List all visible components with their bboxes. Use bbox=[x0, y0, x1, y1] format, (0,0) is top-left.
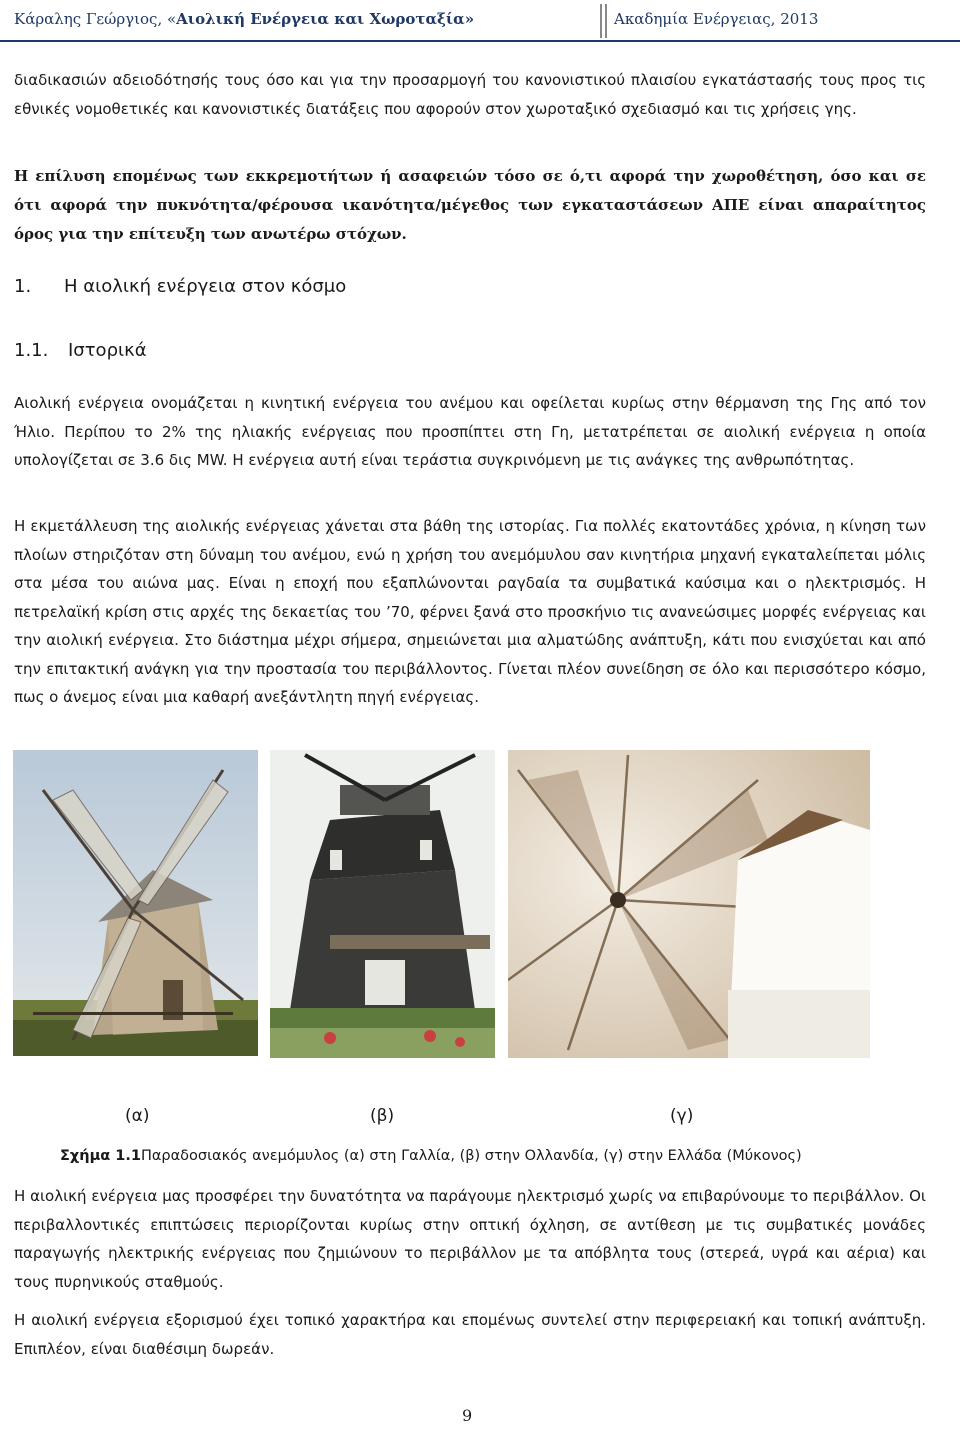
header-separator bbox=[605, 4, 607, 38]
figure-label-b: (β) bbox=[370, 1106, 395, 1126]
page-header bbox=[0, 0, 960, 42]
figure-caption bbox=[60, 1148, 920, 1164]
windmill-photo-netherlands bbox=[270, 750, 495, 1058]
history-paragraph-1: Αιολική ενέργεια ονομάζεται η κινητική ενέργεια του ανέμου και οφείλεται κυρίως στην θέρμανση της Γης από τον Ήλιο. Περίπου το 2% της ηλιακής ενέργειας που προσπίπτει στη Γη, μετατρέπεται σε αιολική ενέργεια η οποία υπολογίζεται σε 3.6 δις MW. Η ενέργεια αυτή είναι τεράστια συγκρινόμενη με τις ανάγκες της ανθρωπότητας. bbox=[14, 394, 926, 469]
windmill-photo-greece bbox=[508, 750, 870, 1058]
header-author-title bbox=[14, 10, 474, 28]
page-number: 9 bbox=[462, 1406, 473, 1425]
header-title: Αιολική Ενέργεια και Χωροταξία» bbox=[176, 10, 475, 28]
header-separator bbox=[600, 4, 602, 38]
section-heading-1-1 bbox=[14, 340, 147, 361]
history-paragraph-2: Η εκμετάλλευση της αιολικής ενέργειας χάνεται στα βάθη της ιστορίας. Για πολλές εκατοντάδες χρόνια, η κίνηση των πλοίων στηριζόταν στη δύναμη του ανέμου, ενώ η χρήση του ανεμόμυλου σαν κινητήρια μηχανή εγκαταλείπεται μόλις στα μέσα του αιώνα μας. Είναι η εποχή που εξαπλώνονται ραγδαία τα συμβατικά καύσιμα και ο ηλεκτρισμός. Η πετρελαϊκή κρίση στις αρχές της δεκαετίας του ’70, φέρνει ξανά στο προσκήνιο τις ανανεώσιμες μορφές ενέργειας και την αιολική ενέργεια. Στο διάστημα μέχρι σήμερα, σημειώνεται μια αλματώδης ανάπτυξη, κάτι που ενισχύεται και από την επιτακτική ανάγκη για την προστασία του περιβάλλοντος. Γίνεται πλέον συνείδηση σε όλο και περισσότερο κόσμο, πως ο άνεμος είναι μια καθαρή ανεξάντλητη πηγή ενέργειας. bbox=[14, 517, 926, 706]
figure-caption-text: Παραδοσιακός ανεμόμυλος (α) στη Γαλλία, (β) στην Ολλανδία, (γ) στην Ελλάδα (Μύκονος) bbox=[140, 1148, 802, 1164]
figure-label-c: (γ) bbox=[670, 1106, 694, 1126]
header-rule bbox=[0, 40, 960, 42]
paragraph-local-development: Η αιολική ενέργεια εξορισμού έχει τοπικό χαρακτήρα και επομένως συντελεί στην περιφερειακή και τοπική ανάπτυξη. Επιπλέον, είναι διαθέσιμη δωρεάν. bbox=[14, 1311, 926, 1358]
section-number: 1. bbox=[14, 276, 32, 297]
header-academy: Ακαδημία Ενέργειας, 2013 bbox=[614, 10, 819, 28]
bold-paragraph: Η επίλυση επομένως των εκκρεμοτήτων ή ασαφειών τόσο σε ό,τι αφορά την χωροθέτηση, όσο και σε ότι αφορά την πυκνότητα/φέρουσα ικανότητα/μέγεθος των εγκαταστάσεων ΑΠΕ είναι απαραίτητος όρος για την επίτευξη των ανωτέρω στόχων. bbox=[14, 167, 926, 243]
section-title: Η αιολική ενέργεια στον κόσμο bbox=[64, 276, 347, 297]
figure-caption-number: Σχήμα 1.1 bbox=[60, 1148, 141, 1164]
intro-paragraph: διαδικασιών αδειοδότησής τους όσο και για την προσαρμογή του κανονιστικού πλαισίου εγκατάστασής τους προς τις εθνικές νομοθετικές και κανονιστικές διατάξεις που αφορούν στον χωροταξικό σχεδιασμό και τις χρήσεις γης. bbox=[14, 71, 926, 118]
section-title: Ιστορικά bbox=[68, 340, 147, 361]
windmill-photo-france bbox=[13, 750, 258, 1056]
section-number: 1.1. bbox=[14, 340, 49, 361]
paragraph-environment: Η αιολική ενέργεια μας προσφέρει την δυνατότητα να παράγουμε ηλεκτρισμό χωρίς να επιβαρύνουμε το περιβάλλον. Οι περιβαλλοντικές επιπτώσεις περιορίζονται κυρίως στην οπτική όχληση, σε αντίθεση με τις συμβατικές μονάδες παραγωγής ηλεκτρικής ενέργειας που ζημιώνουν το περιβάλλον με τα απόβλητα τους (στερεά, υγρά και αέρια) και τους πυρηνικούς σταθμούς. bbox=[14, 1187, 926, 1291]
header-author: Κάραλης Γεώργιος, « bbox=[14, 10, 177, 28]
section-heading-1 bbox=[14, 276, 346, 297]
figure-label-a: (α) bbox=[125, 1106, 150, 1126]
